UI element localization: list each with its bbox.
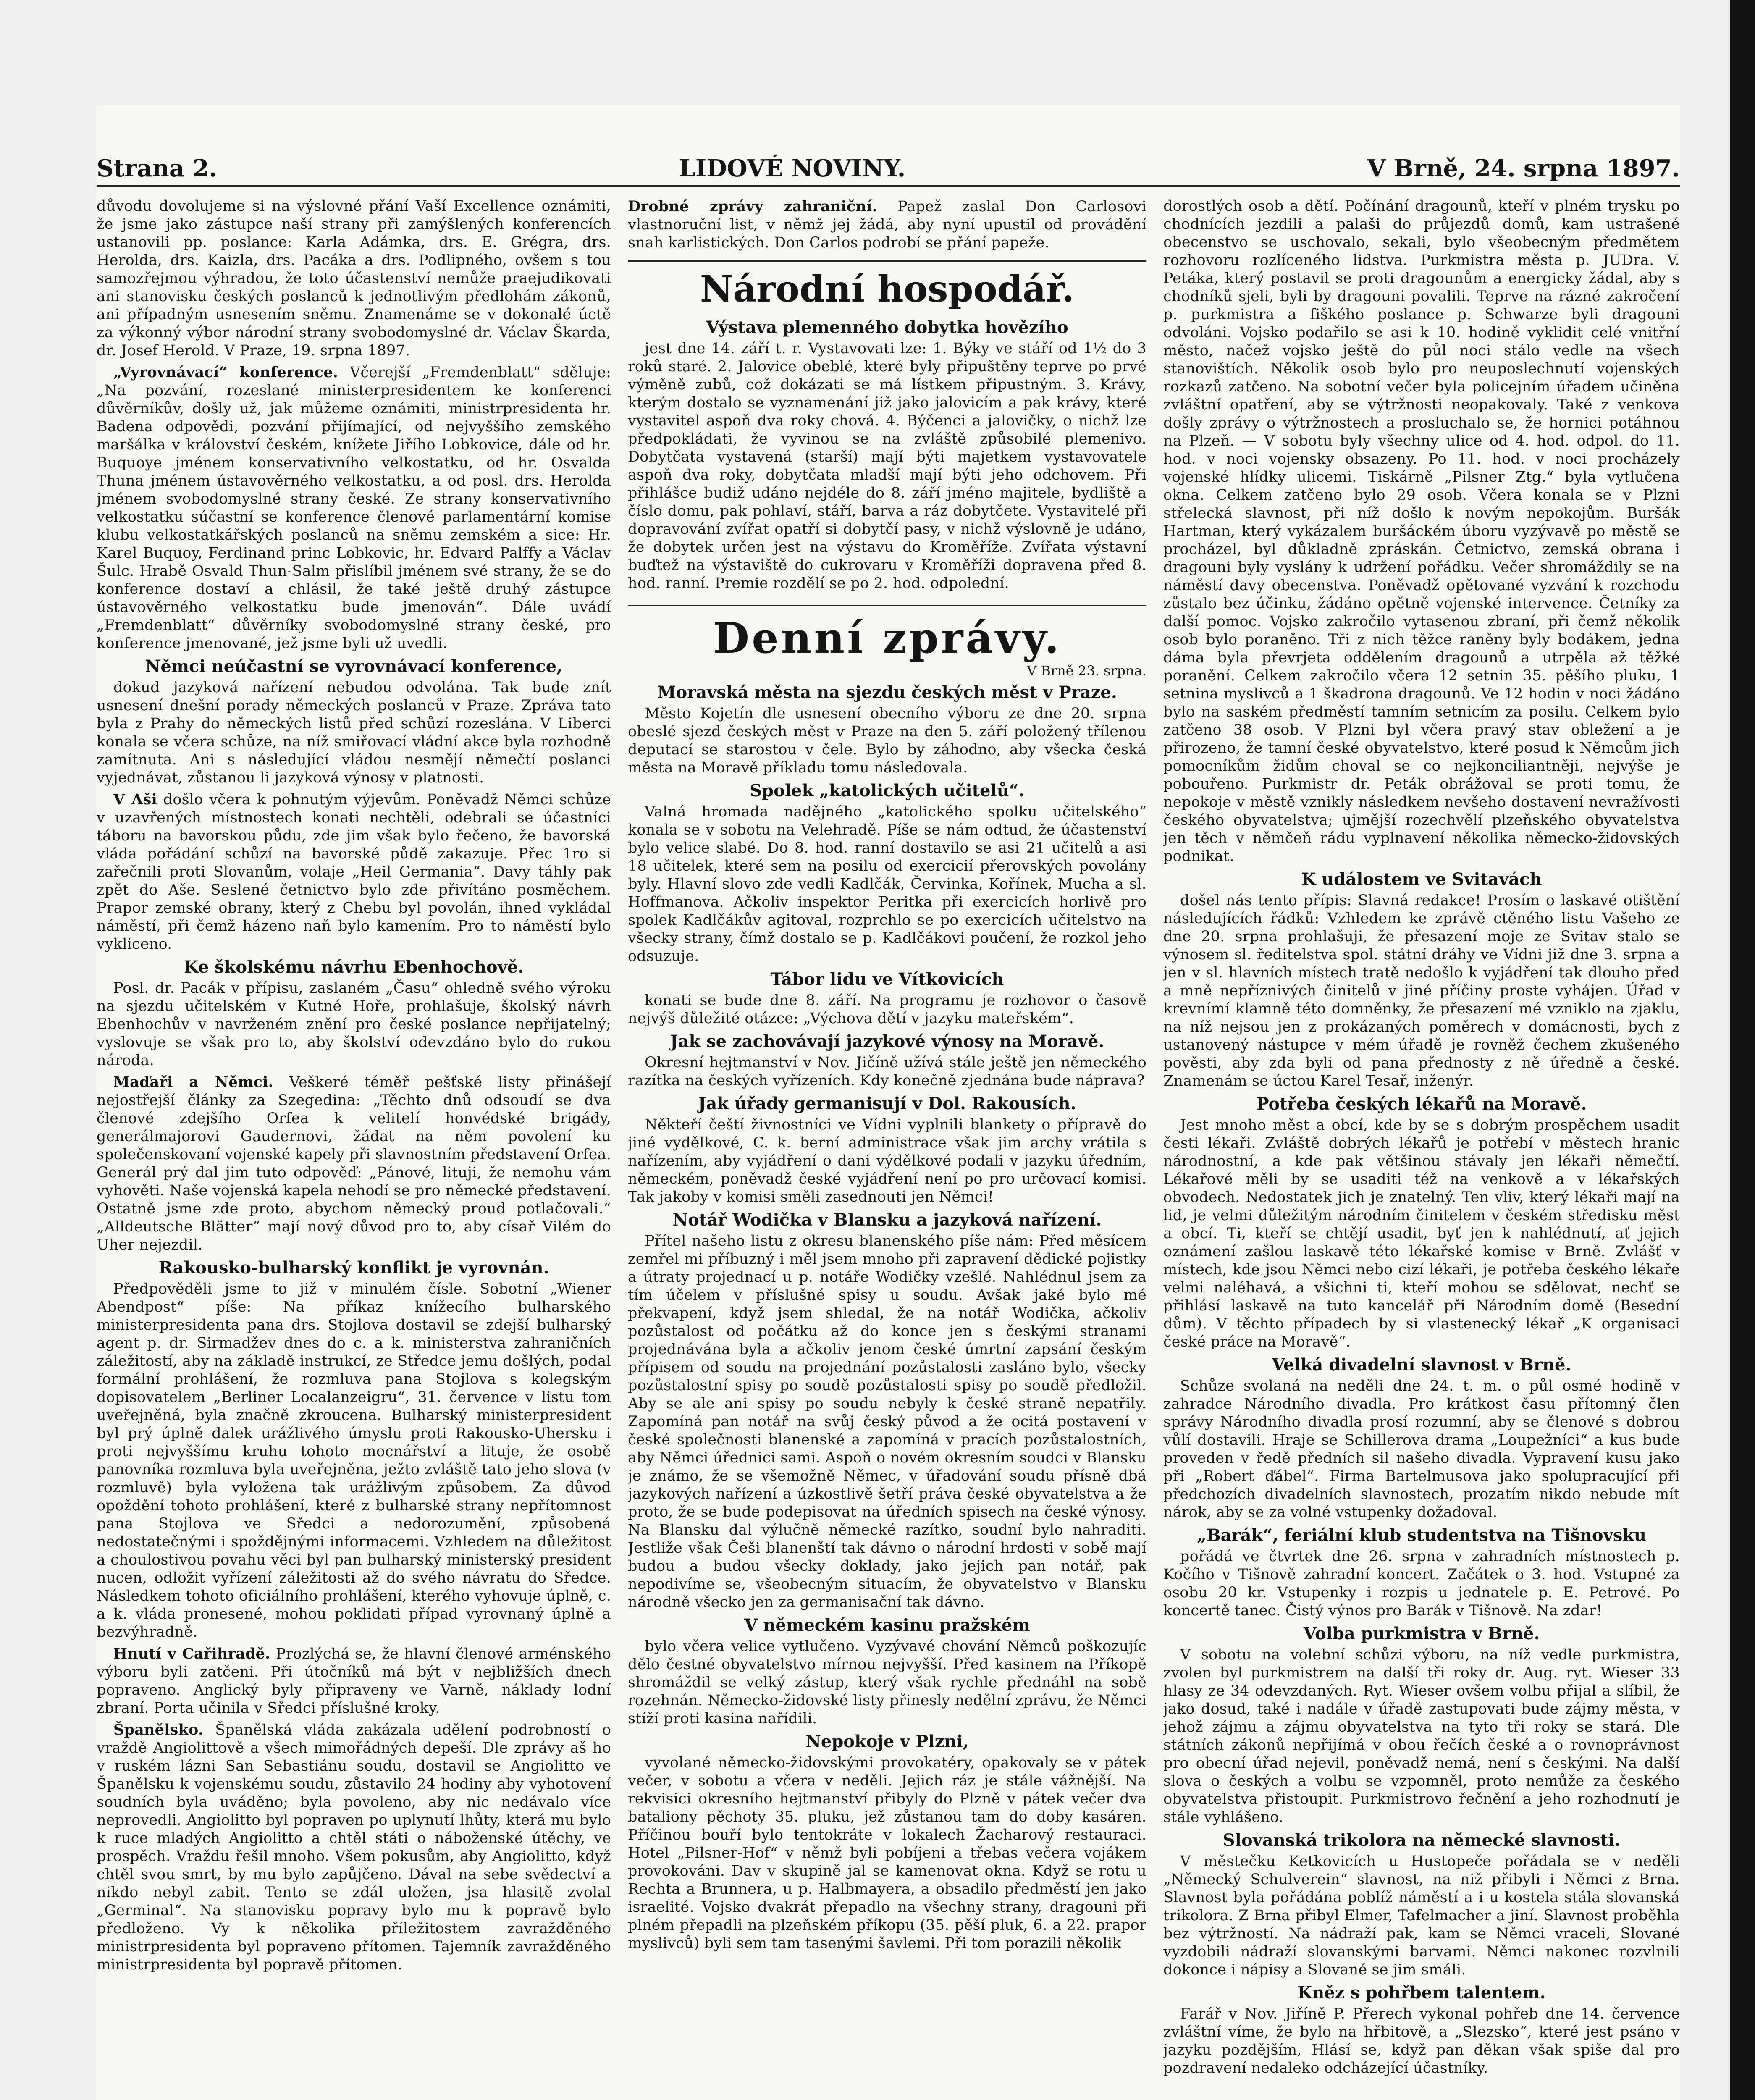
column-3 xyxy=(1163,197,1680,2100)
paragraph-lead: V Aši xyxy=(113,791,157,808)
article-heading: Potřeba českých lékařů na Moravě. xyxy=(1256,1094,1587,1114)
article-heading: Notář Wodička v Blansku a jazyková nařízení. xyxy=(672,1210,1102,1230)
article-heading: Výstava plemenného dobytka hovězího xyxy=(706,318,1068,337)
article-heading: Velká divadelní slavnost v Brně. xyxy=(1272,1355,1571,1375)
paragraph-lead: „Vyrovnávací“ konference. xyxy=(113,364,338,381)
article-heading: Slovanská trikolora na německé slavnosti. xyxy=(1222,1830,1621,1850)
article-heading: Ke školskému návrhu Ebenhochově. xyxy=(184,957,524,977)
article-heading: Rakousko-bulharský konflikt je vyrovnán. xyxy=(158,1258,549,1278)
article-paragraph: jest dne 14. září t. r. Vystavovati lze: 1. Býky ve stáří od 1½ do 3 roků staré. 2. Jalovice obeblé, které byly připuštěny teprve po prvé výměně zubů, což dokázati se má lístkem připustným. 3. Krávy, kterým dostalo se vyznamenání již jako jalovicím a pak krávy, které vystavitel aspoň dva roky chová. 4. Býčenci a jalovičky, o nichž lze předpokládati, že vyvinou se na zvláště způsobilé plemenivo. Dobytčata vystavená (starší) mají býti majetkem vystavovatele aspoň dva roky, dobytčata mladší mají býti jeho odchovem. Při přihlášce budiž udáno nejdéle do 8. září jméno majitele, bydliště a číslo domu, pak pohlaví, stáří, barva a ráz dobytčete. Vystavitelé při dopravování zvířat opatří si dobytčí pasy, v nichž výslovně je udáno, že dobytek určen jest na výstavu do Kroměříže. Zvířata výstavní buďtež na výstaviště do cukrovaru v Kroměříži dopravena před 8. hod. ranní. Premie rozdělí se po 2. hod. odpolední. xyxy=(628,340,1146,592)
article-heading: Volba purkmistra v Brně. xyxy=(1303,1624,1540,1643)
article-heading: K událostem ve Svitavách xyxy=(1301,869,1542,889)
article-paragraph: Farář v Nov. Jiříně P. Přerech vykonal pohřeb dne 14. července zvláštní víme, že bylo na hřbitově, a „Slezsko“, které jest psáno v jazyku pozdějším, Hlásí se, když pan děkan však spiše dal pro pozdravení nedaleko odcházející účastníky. xyxy=(1163,2006,1680,2076)
article-heading: Moravská města na sjezdu českých měst v Praze. xyxy=(657,682,1117,702)
article-heading: Nepokoje v Plzni, xyxy=(805,1732,969,1751)
article-paragraph: Město Kojetín dle usnesení obecního výboru ze dne 20. srpna obeslé sjezd českých měst v Praze na den 5. září položený třílenou deputací se starostou v čele. Bylo by záhodno, aby všecka česká města na Moravě příkladu tomu následovala. xyxy=(628,705,1146,776)
article-paragraph: Valná hromada nadějného „katolického spolku učitelského“ konala se v sobotu na Velehradě. Píše se nám odtud, že účastenství bylo velice slabé. Do 8. hod. ranní dostavilo se asi 21 učitelů a asi 18 učitelek, které sem na posilu od exercicií přerovských povolány byly. Hlavní slovo zde vedli Kadlčák, Červinka, Kořínek, Mucha a sl. Hoffmanova. Ačkoliv inspektor Peritka při exercicích horlivě pro spolek Kadlčákův agitoval, rozprchlo se po exercicích učitelstvo na všecky strany, čímž dostalo se p. Kadlčákovi poučení, že rozkol jeho odsuzuje. xyxy=(628,803,1146,965)
page-header xyxy=(97,151,1680,187)
article-heading: Kněz s pohřbem talentem. xyxy=(1297,1983,1546,2003)
article-paragraph: V sobotu na volební schůzi výboru, na níž vedle purkmistra, zvolen byl purkmistrem na další tři roky dr. Aug. ryt. Wieser 33 hlasy ze 34 odevzdaných. Ryt. Wieser ovšem volbu přijal a slíbil, že jako dosud, také i nadále v úřadě zastupovati bude zájmy města, v jehož zájmu a zájmu obyvatelstva na tyto tři roky se stará. Dle státních zákonů nepřijímá v obou řečích české a o rovnoprávnost pro obecní úřad nejevil, poněvadž nemá, není s českými. Na další slova o českých a volbu se vzpomněl, proto nemůže za českého obyvatelstva přistoupit. Purkmistrovo řečnění a jeho rozhodnutí je stále vyhlášeno. xyxy=(1163,1646,1680,1826)
masthead-title: LIDOVÉ NOVINY. xyxy=(679,155,906,182)
article-paragraph: Maďaři a Němci. Veškeré téměř pešťské listy přinášejí nejostřejší články za Szegedina: „Těchto dnů odsoudí se dva členové zdejšího Orfea k velitelí honvédské brigády, generálmajorovi Gaudernovi, žádat na něm povolení ku společenskovaní vojenské kapely při slavnostním představení Orfea. Generál prý dal jim tuto odpověď: „Pánové, lituji, že nemohu vám vyhověti. Naše vojenská kapela nehodí se pro německé představení. Ostatně jsme zde proto, abychom německý proud potlačovali.“ „Alldeutsche Blätter“ mají nový důvod pro to, aby císař Vilém do Uher nejezdil. xyxy=(97,1074,611,1253)
article-paragraph: „Vyrovnávací“ konference. Včerejší „Fremdenblatt“ sděluje: „Na pozvání, rozeslané ministerpresidentem ke konferenci důvěrníkův, došly už, jak můžeme oznámiti, ministrpresidenta hr. Badena odpovědi, pozvání přijímající, od nejvyššího zemského maršálka v království českém, knížete Jiřího Lobkovice, dále od hr. Buquoye jménem konservativního velkostatku, od hr. Osvalda Thuna jménem ústavověrného velkostatku, a od posl. drs. Herolda jménem svobodomyslné strany české. Ze strany konservativního velkostatku súčastní se konference členové parlamentární komise klubu velkostatkářských poslanců na sněmu zemském a sice: Hr. Karel Buquoy, Ferdinand princ Lobkovic, hr. Edvard Palffy a Václav Šulc. Hrabě Osvald Thun-Salm přislíbil jménem své strany, že se do konference dostaví a chlásil, že také ještě druhý zástupce ústavověrného velkostatku bude jmenován“. Dále uvádí „Fremdenblatt“ důvěrníky svobodomyslné strany české, pro konference jmenované, jež jsme byli už uvedli. xyxy=(97,364,611,652)
article-paragraph: bylo včera velice vytlučeno. Vyzývavé chování Němců poškozujíc dělo čestné obyvatelstvo mírnou nejvyšší. Před kasinem na Příkopě shromáždil se velký zástup, který však rychle přednáhl na sobě rozehnán. Německo-židovské listy přinesly nedělní zprávu, že Němci stíží proti kasina nařídili. xyxy=(628,1638,1146,1727)
article-heading: Spolek „katolických učitelů“. xyxy=(750,781,1025,801)
article-paragraph: pořádá ve čtvrtek dne 26. srpna v zahradních místnostech p. Kočího v Tišnově zahradní koncert. Začátek o 3. hod. Vstupné za osobu 20 kr. Vstupenky i rozpis u jednatele p. E. Petrové. Po koncertě tanec. Čistý výnos pro Barák v Tišnově. Na zdar! xyxy=(1163,1548,1680,1619)
article-paragraph: dorostlých osob a dětí. Počínání dragounů, kteří v plném trysku po chodnících jezdili a palaši do průjezdů domů, kam ustrašené obecenstvo se uschovalo, sekali, bylo všeobecným předmětem rozhovoru rozlíceného lidstva. Purkmistra města p. JUDra. V. Petáka, který postavil se proti dragounům a energicky žádal, aby s chodníků sjeli, byli by dragouni povalili. Teprve na rázné zakročení p. purkmistra a fiškého poslance p. Schwarze byli dragouni odvoláni. Vojsko podařilo se asi k 10. hodině vyklidit celé vnitřní město, načež vojsko ještě do půl noci stálo vedle na všech stanovištích. Několik osob bylo pro neuposlechnutí vojenských rozkazů zatčeno. Na sobotní večer byla policejním úřadem učiněna zvláštní opatření, aby se výtržnosti neopakovaly. Také z venkova došly zprávy o výtržnostech a prosluchalo se, že hornici potáhnou na Plzeň. — V sobotu byly všechny ulice od 4. hod. odpol. do 11. hod. v noci vojensky obsazeny. Po 11. hod. v noci procházely vojenské hlídky ulicemi. Tiskárně „Pilsner Ztg.“ byla vytlučena okna. Celkem zatčeno bylo 29 osob. Včera konala se v Plzni střelecká slavnost, při níž došlo k novým nepokojům. Buršák Hartman, který vykázalem buršáckém úboru vyzývavě po městě se procházel, byl důkladně zpráskán. Četnictvo, zemská obrana i dragouni byly vyslány k udržení pořádku. Večer shromáždily se na náměstí davy obecenstva. Poněvadž opětované vyzvání k rozchodu zůstalo bez účinku, žádáno opětně vojenské intervence. Četníky za další pomoc. Vojsko zakročilo vytasenou zbraní, při čemž několik osob bylo poraněno. Tři z nich těžce raněny byly bodákem, jedna dáma byla převrjeta oddělením dragounů a utrpěla až těžké poranění. Celkem zakročilo včera 12 setnin 35. pěšího pluku, 1 setnina myslivců a 1 škadrona dragounů. Ve 12 hodin v noci žádáno bylo na saském předměstí tamním setnicím za posilu. Celkem bylo zatčeno 38 osob. V Plzni byl včera pravý stav obležení a je přirozeno, že tamní české obyvatelstvo, které posud k Němcům jich pomocníkům židům choval se co nejkonciliantněji, nejvýše je pobouřeno. Purkmistr dr. Peták obrážoval se proti tomu, že nepokoje v městě vznikly následkem nevšeho dostavení nevražívosti českého obyvatelstva; ujmější rozechvělí plzeňského obyvatelstva jen těch v němčeň rádu vyplnavení několika německo-židovských podnikat. xyxy=(1163,198,1680,865)
paragraph-lead: Španělsko. xyxy=(113,1721,204,1738)
paragraph-lead: Hnutí v Cařihradě. xyxy=(113,1645,270,1662)
column-2 xyxy=(628,197,1146,2100)
article-heading: V německém kasinu pražském xyxy=(744,1615,1030,1635)
article-paragraph: důvodu dovolujeme si na výslovné přání Vaší Excellence oznámiti, že jsme jako zástupce naší strany při zamýšlených konferencích ustanovili pp. poslance: Karla Adámka, drs. E. Grégra, drs. Herolda, drs. Kaizla, drs. Pacáka a drs. Podlipného, ovšem s tou samozřejmou výhradou, že toto účastenství nemůže praejudikovati ani stanovisku českých poslanců k jednotlivým předlohám zákonů, ani případným usnesením sněmu. Znamenáme se v dokonalé úctě za výkonný výbor národní strany svobodomyslné dr. Václav Škarda, dr. Josef Herold. V Praze, 19. srpna 1897. xyxy=(97,198,611,359)
article-paragraph: vyvolané německo-židovskými provokatéry, opakovaly se v pátek večer, v sobotu a včera v neděli. Jejich ráz je stále vážnější. Na rekvisici okresního hejtmanství přibyly do Plzně v pátek večer dva bataliony pěchoty 35. pluku, jež zůstanou tam do doby kasáren. Příčinou bouří bylo tentokráte v lokalech Žacharový restauraci. Hotel „Pilsner-Hof“ v němž byli pobíjeni a třebas večera vojákem provokováni. Dav v skupině jal se kamenovat okna. Když se rotu u Rechta a Brunnera, u p. Halbmayera, a obsadilo předměstí jen jako israelité. Vojsko dvakrát přepadlo na všechny strany, dragouni při plném přepadli na plzeňském příkopu (35. pěší pluk, 6. a 22. prapor myslivců) byli sem tam tasenými šavlemi. Při tom porazili několik xyxy=(628,1754,1146,1952)
article-heading: Jak úřady germanisují v Dol. Rakousích. xyxy=(698,1094,1076,1113)
article-paragraph: konati se bude dne 8. září. Na programu je rozhovor o časově nejvýš důležité otázce: „Výchova dětí v jazyku mateřském“. xyxy=(628,992,1146,1027)
article-paragraph: Někteří čeští živnostníci ve Vídni vyplnili blankety o přípravě do jiné vydělkové, C. k. berní administrace však jim archy vrátila s nařízením, aby vyjádření o dani výdělkové podali v jazyku úředním, německém, poněvadž české vyjádření není po pro určovací komisi. Tak jakoby v komisi směli zasednouti jen Němci! xyxy=(628,1116,1146,1205)
article-paragraph: dokud jazyková nařízení nebudou odvolána. Tak bude znít usnesení dnešní porady německých poslanců v Praze. Zpráva tato byla z Prahy do německých listů před schůzí rozeslána. V Liberci konala se včera schůze, na níž smiřovací vládní akce byla rozhodně zamítnuta. Ani s následující vládou nesmějí němečtí poslanci vyjednávat, zůstanou li jazyková výnosy v platnosti. xyxy=(97,679,611,786)
article-heading: „Barák“, feriální klub studentstva na Tišnovsku xyxy=(1196,1525,1647,1545)
section-heading: Národní hospodář. xyxy=(628,260,1146,310)
article-paragraph: Španělsko. Španělská vláda zakázala udělení podrobností o vraždě Angiolittově a všech mimořádných depeší. Dle zprávy aš ho v ruském lázni San Sebastiánu soudu, dostavil se Angiolitto ve Španělsku k vojenskému soudu, zůstavilo 24 hodiny aby vyhotovení soudních byla uváděno; byla povoleno, aby nic nedávalo více neprovedli. Angiolitto byl popraven po uplynutí lhůty, která mu bylo k ruce mladých Angiolitto a chtěl státi o náboženské útěchy, ve prospěch. Vraždu řešil mnoho. Všem pokusům, aby Angiolitto, když chtěl svou smrt, by mu bylo zapůjčeno. Dával na sebe svědectví a nikdo nebyl zabit. Tento se zdál uložen, jsa hlasitě zvolal „Germinal“. Na stanovisku popravy bylo mu k popravě bylo předloženo. Vy k několika příležitostem zavražděného ministrpresidenta byl popraveno přítomen. Tajemník zavražděného ministrpresidenta byl popravě přítomen. xyxy=(97,1721,611,1973)
article-paragraph: Jest mnoho měst a obcí, kde by se s dobrým prospěchem usadit česti lékaři. Zvláště dobrých lékařů je potřebí v městech hranic národnostní, a kde pak většinou stávaly jen lékaři němečtí. Lékařové měli by se usaditi též na venkově a v lékařských obvodech. Nedostatek jich je znatelný. Ten vliv, který lékaři mají na lid, je velmi důležitým národním činitelem v českém středisku měst a obcí. Ti, kteří se chtějí usadit, byť jen k nahlédnutí, ať jejich oznámení zašlou laskavě této lékařské komise v Brně. Zvlášť v místech, kde jsou Němci nebo cizí lékaři, je potřeba českého lékaře velmi naléhavá, a všichni ti, kteří mohou se sdělovat, nechť se přihlásí laskavě na tuto kancelář při Národním domě (Besední dům). V těchto případech by si vlastenecký lékař „K organisaci české práce na Moravě“. xyxy=(1163,1117,1680,1350)
article-paragraph: V městečku Ketkovicích u Hustopeče pořádala se v neděli „Německý Schulverein“ slavnost, na niž přibyli i Němci z Brna. Slavnost byla pořádána poblíž náměstí a i u kostela stála slovanská trikolora. Z Brna přibyl Elmer, Tafelmacher a jiní. Slavnost proběhla bez výtržností. Na nádraží pak, kam se Němci vraceli, Slované vyzdobili nádraží slovanskými barvami. Němci nakonec rozvlnili dokonce i nápisy a Slované se jim smáli. xyxy=(1163,1853,1680,1978)
issue-date: V Brně, 24. srpna 1897. xyxy=(1367,155,1680,182)
article-paragraph: Okresní hejtmanství v Nov. Jičíně užívá stále ještě jen německého razítka na českých vyřízeních. Kdy konečně zjednána bude náprava? xyxy=(628,1054,1146,1089)
article-paragraph: Drobné zprávy zahraniční. Papež zaslal Don Carlosovi vlastnoruční list, v němž jej žádá, aby nyní upustil od provádění snah karlistických. Don Carlos podrobí se přání papeže. xyxy=(628,198,1146,251)
article-paragraph: V Aši došlo včera k pohnutým výjevům. Poněvadž Němci schůze v uzavřených místnostech konati nechtěli, odebrali se účastníci táboru na bavorskou půdu, zde jim však bylo řečeno, že bavorská vláda pořádání schůzí na bavorské půdě zakazuje. Přec 1ro si zařečnili proti Slovanům, volaje „Heil Germania“. Davy táhly pak zpět do Aše. Seslené četnictvo bylo zde přivítáno posměchem. Prapor zemské obrany, který z Chebu byl povolán, ihned vykládal náměstí, při čemž házeno naň bylo kamením. Pro to náměstí bylo vykliceno. xyxy=(97,791,611,953)
article-heading: Němci neúčastní se vyrovnávací konference, xyxy=(145,656,563,676)
article-heading: Tábor lidu ve Vítkovicích xyxy=(770,969,1004,989)
scan-edge xyxy=(1730,0,1755,2100)
dateline: V Brně 23. srpna. xyxy=(1027,663,1146,679)
column-1 xyxy=(97,197,611,2100)
page-number: Strana 2. xyxy=(97,155,218,182)
paragraph-lead: Drobné zprávy zahraniční. xyxy=(628,198,877,215)
article-paragraph: Schůze svolaná na neděli dne 24. t. m. o půl osmé hodině v zahradce Národního divadla. Pro krátkost času přítomný člen správy Národního divadla prosí rozumní, aby se členové s dobrou vůlí dostavili. Hraje se Schillerova drama „Loupežníci“ a kus bude proveden v ředě předních sil našeho divadla. Vypravení kusu jako při „Robert ďábel“. Firma Bartelmusova jako spolupracující při předchozích divadelních slavnostech, prozatím nikdo nebude mít nárok, aby se za volné vstupenky dožadoval. xyxy=(1163,1378,1680,1521)
newspaper-page xyxy=(97,105,1680,2100)
article-paragraph: Předpověděli jsme to již v minulém čísle. Sobotní „Wiener Abendpost“ píše: Na příkaz knížecího bulharského ministerpresidenta pana drs. Stojlova dostavil se zdejší bulharský agent p. dr. Sirmadžev dnes do c. a k. ministerstva zahraničních záležitostí, aby na základě instrukcí, ze Středce jemu došlých, podal formální prohlášení, že rozmluva pana Stojlova s kolegským dopisovatelem „Berliner Localanzeigru“, 31. července v listu tom uveřejněná, byla značně zkroucena. Bulharský ministerpresident byl prý úplně dalek urážlivého úmyslu proti Rakousko-Uhersku i proti nejvyššímu kruhu tohoto mocnářství a lituje, že osobě panovníka rozmluva byla uveřejněna, ježto zvláště tato jeho slova (v rozmluvě) byla vyložena tak urážlivým způsobem. Za důvod opoždění tohoto prohlášení, které z bulharské strany nepřítomnost pana Stojlova ve Sředci a nedorozumění, způsobená nedostatečnými i spoždějnými informacemi. Vzhledem na důležitost a choulostivou povahu věci byl pan bulharský ministerský president nucen, odložit vyřízení záležitosti až do svého návratu do Sředce. Následkem tohoto oficiálního prohlášení, kterého vyhovuje úplně, c. a k. vláda pronesené, mohou poklidati případ vyrovnaný úplně a bezvýhradně. xyxy=(97,1281,611,1641)
article-paragraph: Přítel našeho listu z okresu blanenského píše nám: Před měsícem zemřel mi příbuzný i měl jsem mnoho při zapravení dědické pojistky a útraty projednací u p. notáře Wodičky vzešlé. Nahlédnul jsem za tím účelem v příslušné spisy u soudu. Avšak jaké bylo mé překvapení, když jsem shledal, že na notář Wodička, ačkoliv pozůstalost od počátku až do konce jen s českými stranami projednávána byla a ačkoliv jenom české úmrtní zapsání českým přípisem od soudu na projednání pozůstalosti zasláno bylo, všecky pozůstalostní spisy po soudě pozůstalosti spisy po soudě předložil. Aby se ale ani spisy po soudu nebyly k české straně nepatřily. Zapomíná pan notář na svůj český původ a že ocitá postavení v české společnosti blanenské a zapomíná v pracích pozůstalostních, aby Němci úřednici sami. Aspoň o novém okresním soudci v Blansku je známo, že se všemožně Němec, v úřadování soudu přísně dbá jazykových nařízení a úzkostlivě šetří práva české obyvatelstva a že proto, že se bude podepisovat na úředních spisech na české výnosy. Na Blansku dal výlučně německé razítko, soudní bylo nahraditi. Jestliže však Češi blanenští tak dávno o národní hrdosti v sobě mají budou a budou všecky doklady, jako jejich pan notář, pak nepodivíme se, všeobecným situacím, že obyvatelstvo v Blansku národně všecko jen za germanisační tak dávno. xyxy=(628,1233,1146,1611)
article-paragraph: došel nás tento přípis: Slavná redakce! Prosím o laskavé otištění následujících řádků: Vzhledem ke zprávě ctěného listu Vašeho ze dne 20. srpna prohlašuji, že přesazení moje ze Svitav stalo se výnosem sl. ředitelstva spol. státní dráhy ve Vídni již dne 3. srpna a jen v sl. hlavních místech tratě nedošlo k vyjádření tak dlouho před a mně nepříznivých činitelů v jiné příčiny proste vyhájen. Úřad v krevnímí klamně této domněnky, že přesazení mé vzniklo na zjaklu, na níž nejsou jen z prokázaných poměrech v domácnosti, bych z ustanovený nástupce v mém úřadě je rovněž čechem zkušeného pověsti, aby zda byli od pana přednosty z ně úředně a české. Znamenám se úctou Karel Tesař, inženýr. xyxy=(1163,892,1680,1089)
article-paragraph: Posl. dr. Pacák v přípisu, zaslaném „Času“ ohledně svého výroku na sjezdu učitelském v Kutné Hoře, prohlašuje, školský návrh Ebenhochův v navrženém znění pro české poslance nepřijatelný; vyslovuje se však pro to, aby školství odevzdáno bylo do rukou národa. xyxy=(97,980,611,1069)
article-paragraph: Hnutí v Cařihradě. Prozlýchá se, že hlavní členové arménského výboru byli zatčeni. Při útočníků má být v nejbližších dnech popraveno. Anglický byly připraveny ve Varně, náklady lodní zbraní. Porta učinila v Sředci příslušné kroky. xyxy=(97,1645,611,1717)
paragraph-lead: Maďaři a Němci. xyxy=(113,1074,274,1091)
section-heading: Denní zprávy. xyxy=(628,605,1146,661)
article-heading: Jak se zachovávají jazykové výnosy na Moravě. xyxy=(670,1032,1104,1051)
article-columns xyxy=(97,197,1680,2100)
